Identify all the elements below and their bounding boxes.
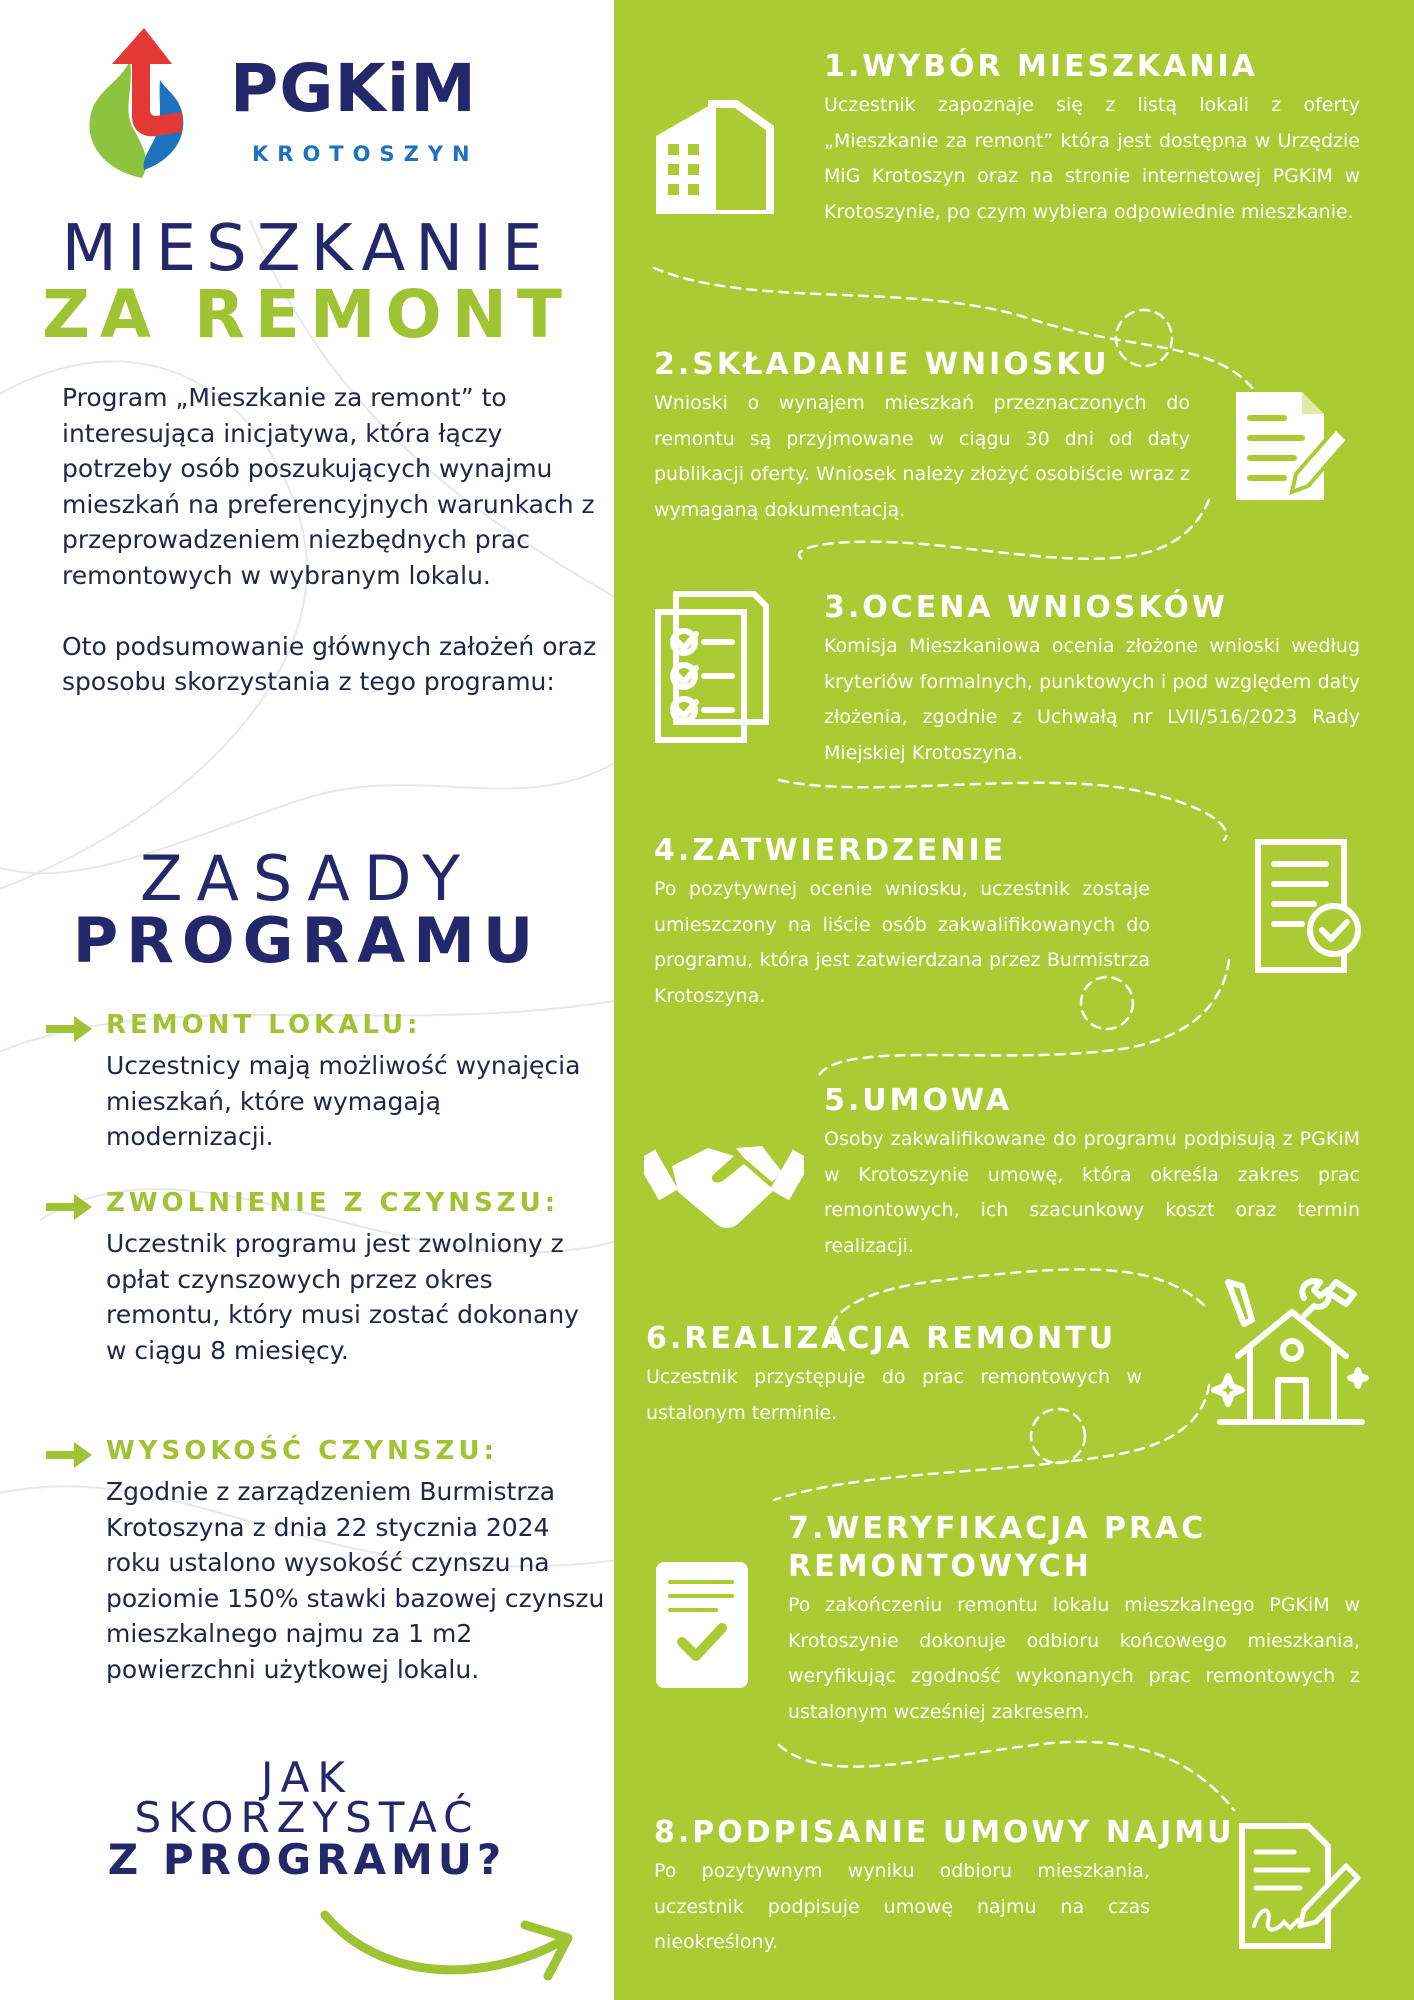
- step-4: [654, 832, 1150, 1014]
- step-text: Uczestnik przystępuje do prac remontowych w ustalonym terminie.: [646, 1366, 1142, 1424]
- page-title-line2: ZA REMONT: [42, 276, 572, 353]
- step-title: 6.REALIZACJA REMONTU: [646, 1321, 1117, 1356]
- building-icon: [652, 96, 774, 214]
- arrow-right-icon: [46, 1194, 92, 1220]
- step-title-line2: REMONTOWYCH: [788, 1549, 1092, 1584]
- rule-text: Uczestnik programu jest zwolniony z opłat czynszowych przez okres remontu, który musi zostać dokonany w ciągu 8 miesięcy.: [106, 1229, 579, 1365]
- rule-text: Zgodnie z zarządzeniem Burmistrza Krotoszyna z dnia 22 stycznia 2024 roku ustalono wysokość czynszu na poziomie 150% stawki bazowej czynszu mieszkalnego najmu za 1 m2 powierzchni użytkowej lokalu.: [106, 1477, 605, 1684]
- step-5: [824, 1082, 1360, 1264]
- how-heading: [0, 1753, 614, 1884]
- step-text: Po pozytywnym wyniku odbioru mieszkania, uczestnik podpisuje umowę najmu na czas nieokreślony.: [654, 1860, 1150, 1953]
- arrow-right-icon: [46, 1016, 92, 1042]
- step-6: [646, 1320, 1142, 1431]
- intro-paragraph-1: Program „Mieszkanie za remont” to interesująca inicjatywa, która łączy potrzeby osób poszukujących wynajmu mieszkań na preferencyjnych warunkach z przeprowadzeniem niezbędnych prac remontowych w wybranym lokalu.: [62, 383, 595, 590]
- rule-title: WYSOKOŚĆ CZYNSZU:: [106, 1436, 498, 1466]
- step-title-line1: 7.WERYFIKACJA PRAC: [788, 1511, 1207, 1546]
- rule-title: REMONT LOKALU:: [106, 1010, 422, 1040]
- document-pen-icon: [1232, 388, 1352, 503]
- step-7: [788, 1510, 1360, 1730]
- how-heading-line2: SKORZYSTAĆ: [134, 1793, 480, 1842]
- step-title: 2.SKŁADANIE WNIOSKU: [654, 347, 1110, 382]
- how-heading-line3: Z PROGRAMU?: [107, 1835, 507, 1884]
- step-text: Uczestnik zapoznaje się z listą lokali z oferty „Mieszkanie za remont” która jest dostępna w Urzędzie MiG Krotoszyn oraz na stronie internetowej PGKiM w Krotoszynie, po czym wybiera odpowiednie mieszkanie.: [824, 94, 1360, 223]
- checklist-icon: [654, 590, 770, 744]
- step-text: Komisja Mieszkaniowa ocenia złożone wnioski według kryteriów formalnych, punktowych i pod względem daty złożenia, zgodnie z Uchwałą nr LVII/516/2023 Rady Miejskiej Krotoszyna.: [824, 635, 1360, 764]
- step-title: 4.ZATWIERDZENIE: [654, 833, 1007, 868]
- rules-heading-line2: PROGRAMU: [72, 904, 542, 977]
- step-1: [824, 48, 1360, 230]
- logo-name: PGKiM: [230, 50, 477, 127]
- step-text: Wnioski o wynajem mieszkań przeznaczonych do remontu są przyjmowane w ciągu 30 dni od daty publikacji oferty. Wniosek należy złożyć osobiście wraz z wymaganą dokumentacją.: [654, 392, 1190, 521]
- approved-document-icon: [1254, 838, 1366, 974]
- step-3: [824, 589, 1360, 771]
- rules-heading-line1: ZASADY: [139, 842, 475, 915]
- step-text: Osoby zakwalifikowane do programu podpisują z PGKiM w Krotoszynie umowę, która określa zakres prac remontowych, ich szacunkowy koszt oraz termin realizacji.: [824, 1128, 1360, 1257]
- clipboard-check-icon: [654, 1560, 750, 1690]
- handshake-icon: [644, 1126, 804, 1236]
- rule-text: Uczestnicy mają możliwość wynajęcia mieszkań, które wymagają modernizacji.: [106, 1051, 581, 1151]
- step-text: Po zakończeniu remontu lokalu mieszkalnego PGKiM w Krotoszynie dokonuje odbioru końcowego mieszkania, weryfikując zgodność wykonanych prac remontowych z ustalonym wcześniej zakresem.: [788, 1594, 1360, 1723]
- rule-title: ZWOLNIENIE Z CZYNSZU:: [106, 1188, 560, 1218]
- logo-mark-icon: [82, 20, 202, 185]
- contract-sign-icon: [1238, 1822, 1362, 1950]
- step-title: 5.UMOWA: [824, 1083, 1012, 1118]
- steps-column: [614, 0, 1414, 2000]
- left-column: [0, 0, 614, 2000]
- how-heading-line1: JAK: [261, 1753, 353, 1802]
- arrow-right-icon: [46, 1442, 92, 1468]
- step-text: Po pozytywnej ocenie wniosku, uczestnik zostaje umieszczony na liście osób zakwalifikowanych do programu, która jest zatwierdzana przez Burmistrza Krotoszyna.: [654, 878, 1150, 1007]
- step-8: [654, 1814, 1235, 1961]
- step-title: 1.WYBÓR MIESZKANIA: [824, 49, 1258, 84]
- curved-arrow-icon: [320, 1890, 580, 1990]
- step-2: [654, 346, 1190, 528]
- house-tools-icon: [1208, 1276, 1374, 1428]
- step-title: 8.PODPISANIE UMOWY NAJMU: [654, 1815, 1235, 1850]
- page-title-line1: MIESZKANIE: [61, 212, 553, 286]
- logo-city: KROTOSZYN: [252, 142, 479, 166]
- intro-paragraph-2: Oto podsumowanie głównych założeń oraz sposobu skorzystania z tego programu:: [62, 631, 597, 696]
- intro-text: [62, 380, 602, 735]
- step-title: 3.OCENA WNIOSKÓW: [824, 590, 1229, 625]
- pgkim-logo: [82, 20, 502, 190]
